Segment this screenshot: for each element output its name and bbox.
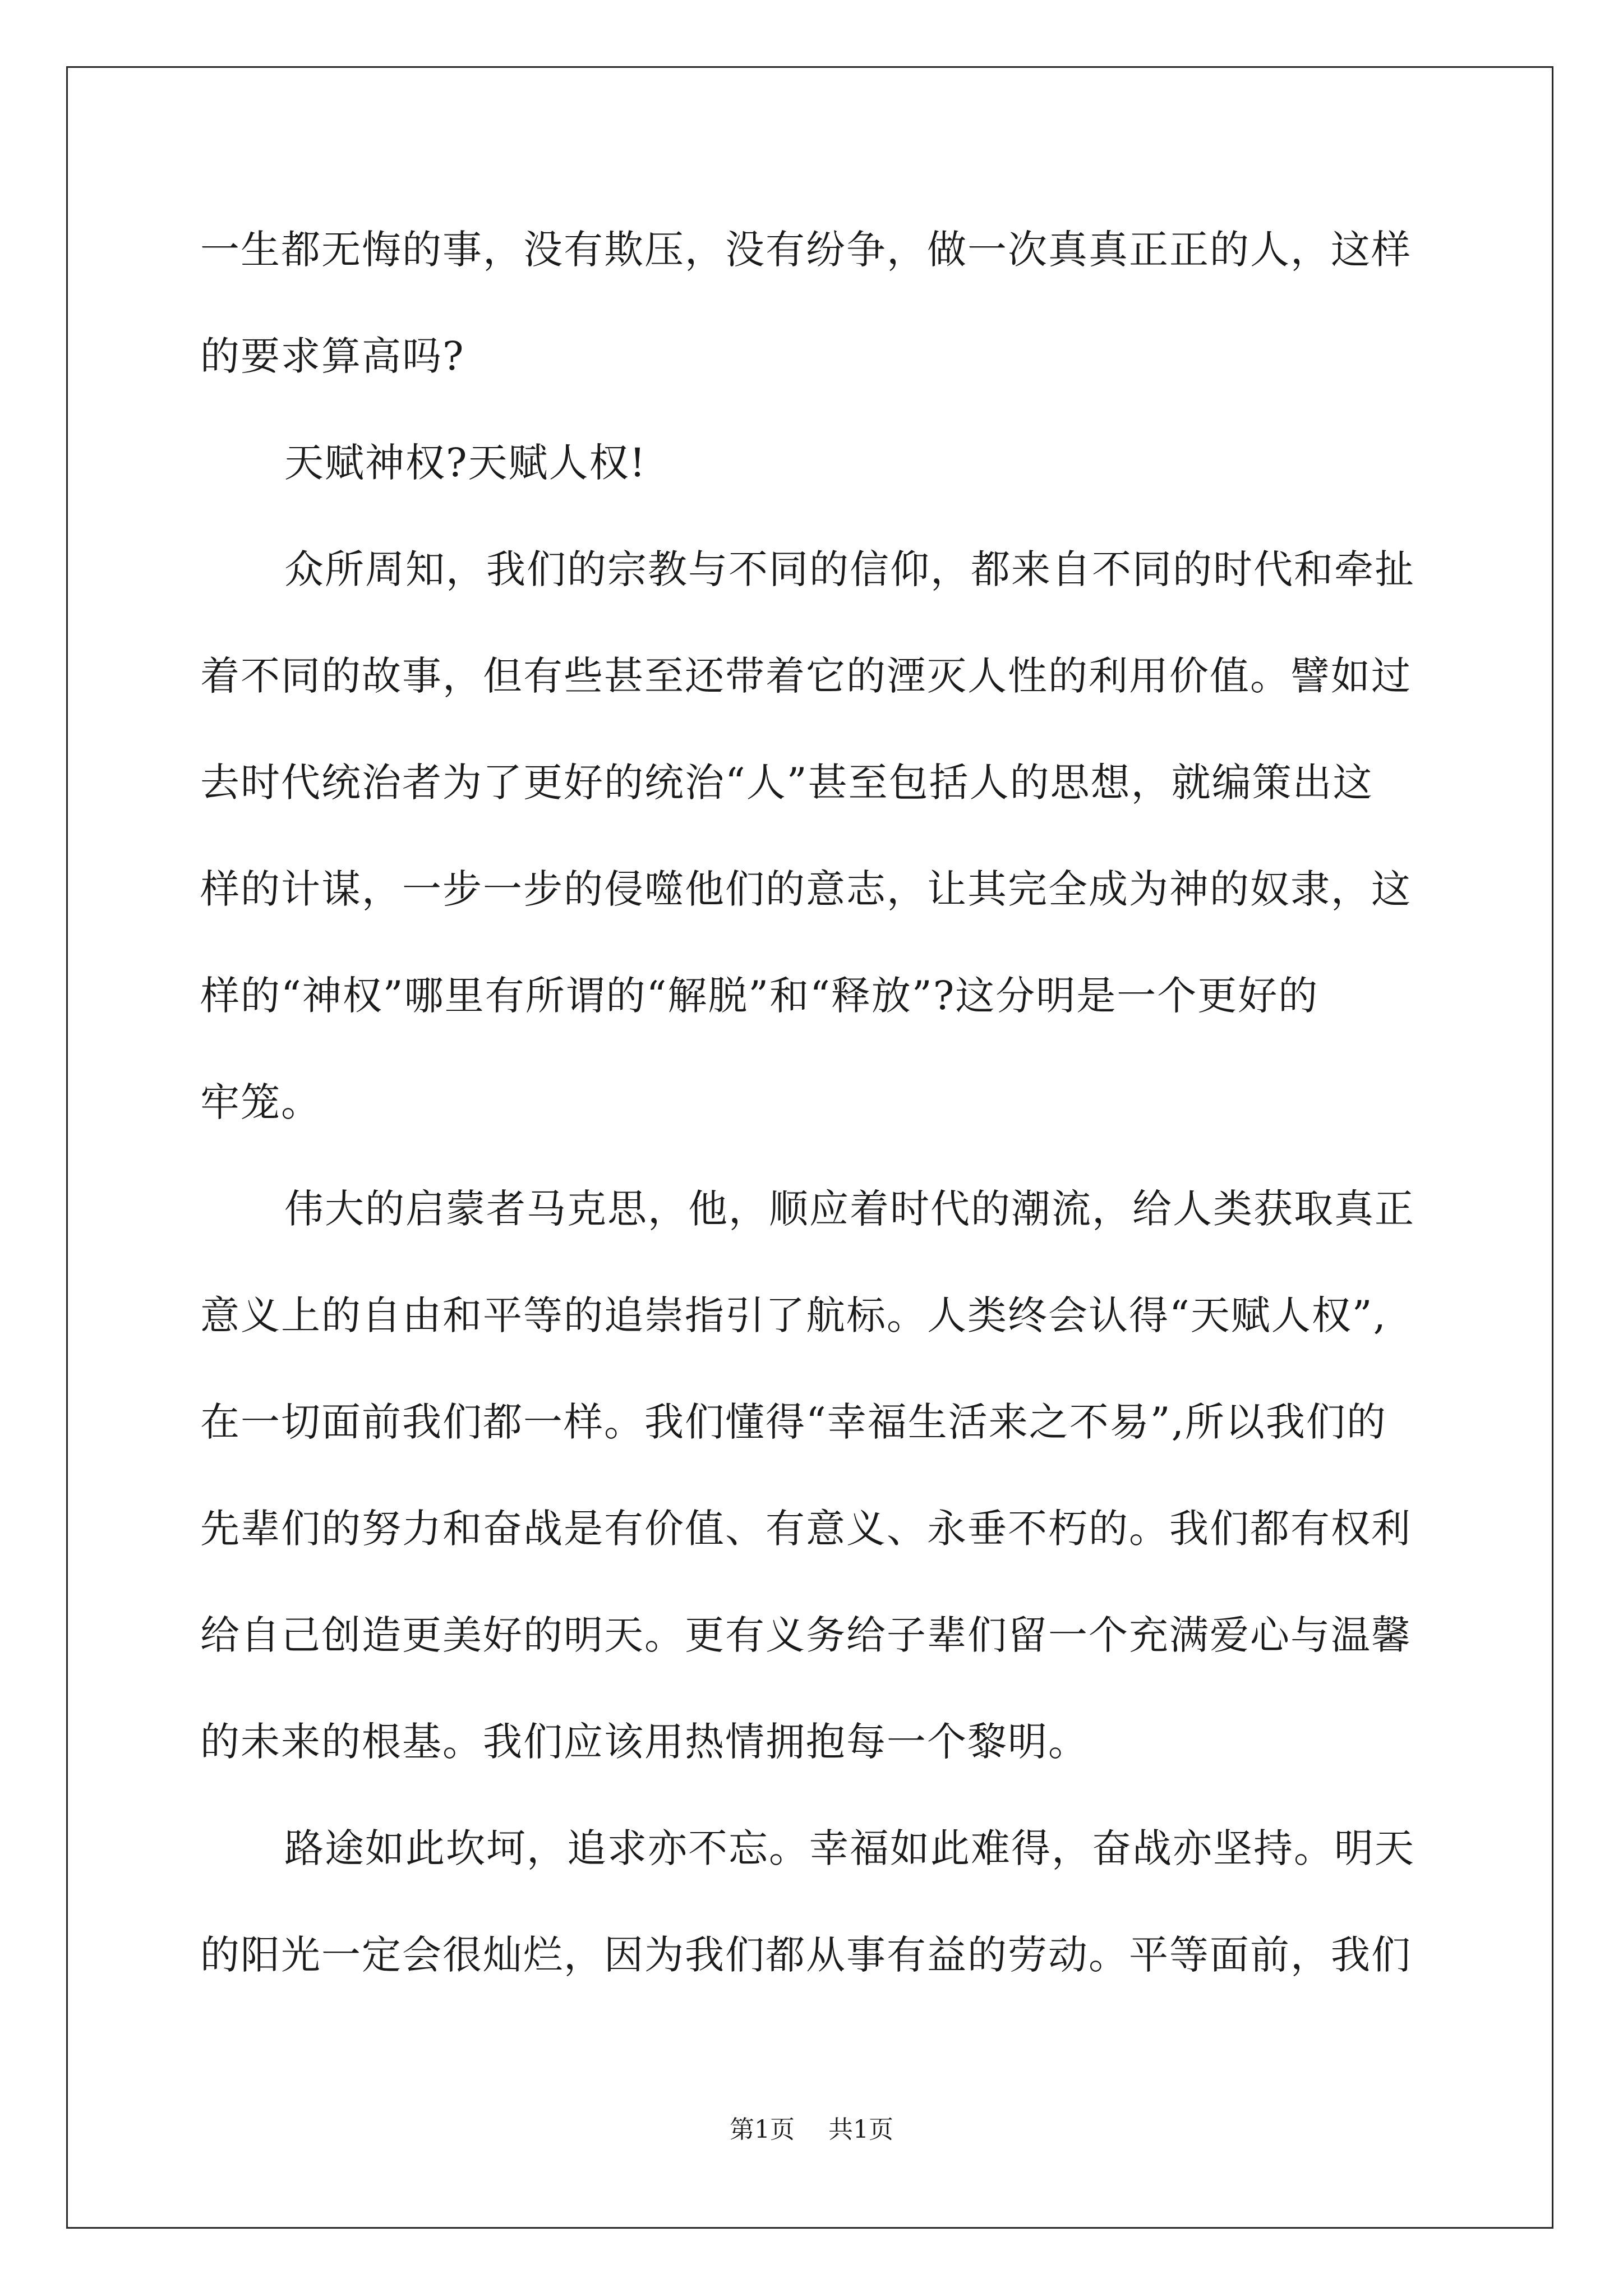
text-line: 样的“神权”哪里有所谓的“解脱”和“释放”?这分明是一个更好的	[200, 973, 1319, 1019]
text-line: 的要求算高吗?	[200, 333, 465, 379]
text-line: 着不同的故事，但有些甚至还带着它的湮灭人性的利用价值。譬如过	[200, 653, 1412, 699]
text-line: 天赋神权?天赋人权!	[284, 440, 647, 486]
document-body	[200, 216, 1434, 2028]
text-line: 众所周知，我们的宗教与不同的信仰，都来自不同的时代和牵扯	[284, 546, 1415, 592]
text-line: 给自己创造更美好的明天。更有义务给子辈们留一个充满爱心与温馨	[200, 1612, 1412, 1658]
text-line: 意义上的自由和平等的追崇指引了航标。人类终会认得“天赋人权”,	[200, 1292, 1387, 1338]
text-line: 在一切面前我们都一样。我们懂得“幸福生活来之不易”,所以我们的	[200, 1399, 1387, 1445]
page-number-current: 第1页	[730, 2115, 795, 2144]
text-line: 的阳光一定会很灿烂，因为我们都从事有益的劳动。平等面前，我们	[200, 1932, 1412, 1978]
text-line: 去时代统治者为了更好的统治“人”甚至包括人的思想，就编策出这	[200, 760, 1373, 806]
text-line: 样的计谋，一步一步的侵噬他们的意志，让其完全成为神的奴隶，这	[200, 866, 1412, 912]
text-line: 路途如此坎坷，追求亦不忘。幸福如此难得，奋战亦坚持。明天	[284, 1825, 1415, 1871]
page-footer	[0, 2109, 1623, 2145]
text-line: 伟大的启蒙者马克思，他，顺应着时代的潮流，给人类获取真正	[284, 1186, 1415, 1232]
text-line: 的未来的根基。我们应该用热情拥抱每一个黎明。	[200, 1719, 1089, 1765]
page-number-total: 共1页	[828, 2115, 893, 2144]
text-line: 牢笼。	[200, 1079, 321, 1125]
text-line: 一生都无悔的事，没有欺压，没有纷争，做一次真真正正的人，这样	[200, 227, 1412, 273]
text-line: 先辈们的努力和奋战是有价值、有意义、永垂不朽的。我们都有权利	[200, 1506, 1412, 1552]
